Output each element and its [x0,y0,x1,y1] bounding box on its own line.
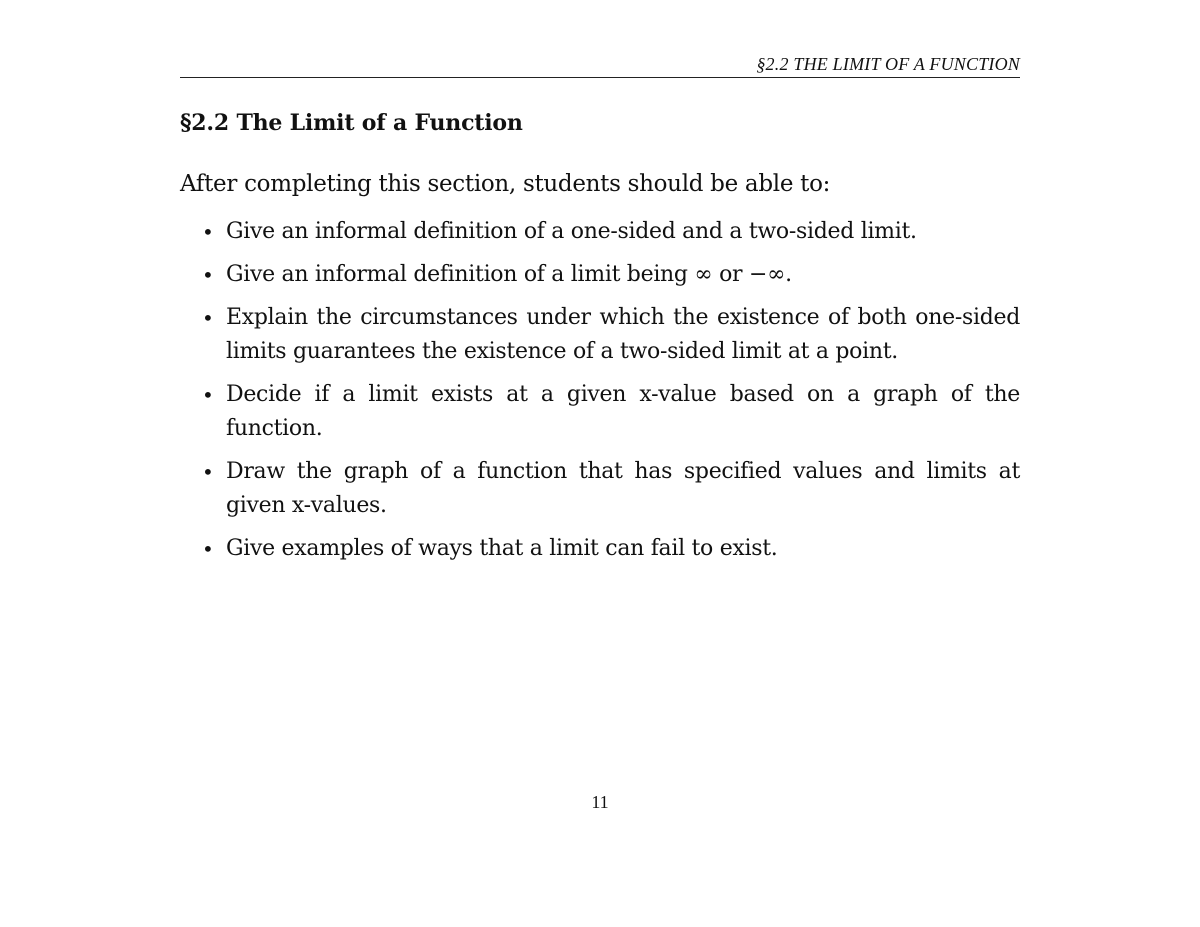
list-item [180,532,1020,566]
list-item [180,215,1020,249]
objective-text: Decide if a limit exists at a given x-value based on a graph of the function. [226,382,1020,441]
running-header: §2.2 THE LIMIT OF A FUNCTION [756,54,1020,74]
objective-text: Draw the graph of a function that has specified values and limits at given x-values. [226,459,1020,518]
section-title: §2.2 The Limit of a Function [180,110,523,136]
page-number: 11 [591,792,609,812]
bullet-icon: • [202,383,214,407]
list-item [180,258,1020,292]
list-item [180,455,1020,523]
header-rule [180,77,1020,78]
objective-text: Explain the circumstances under which the existence of both one-sided limits guarantees the existence of a two-sided limit at a point. [226,305,1020,364]
objectives-list [180,215,1020,575]
objective-text: Give an informal definition of a one-sided and a two-sided limit. [226,219,917,244]
bullet-icon: • [202,460,214,484]
list-item [180,378,1020,446]
objective-text: Give examples of ways that a limit can fail to exist. [226,536,778,561]
list-item [180,301,1020,369]
document-page [180,0,1020,927]
bullet-icon: • [202,220,214,244]
intro-text: After completing this section, students should be able to: [180,171,831,197]
bullet-icon: • [202,263,214,287]
objective-text: Give an informal definition of a limit being ∞ or −∞. [226,262,792,287]
bullet-icon: • [202,537,214,561]
bullet-icon: • [202,306,214,330]
